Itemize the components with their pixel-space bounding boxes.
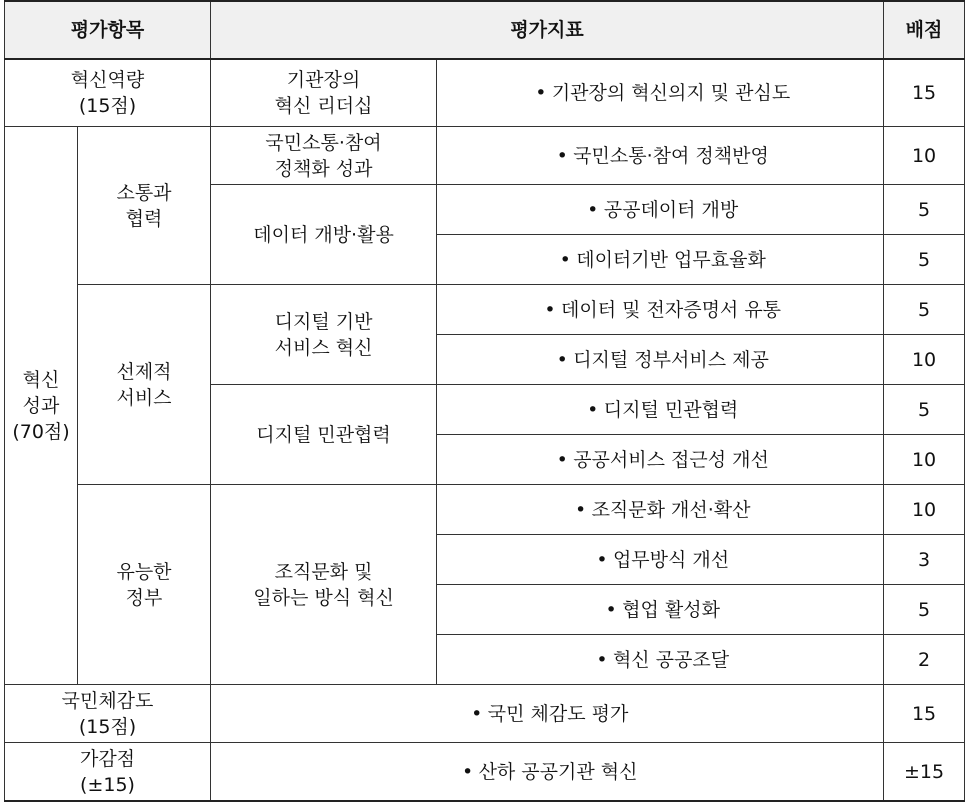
- score-cell: 2: [884, 635, 965, 685]
- evaluation-table: [4, 0, 965, 802]
- table-row: [5, 743, 965, 802]
- bullet-icon: •: [556, 448, 568, 471]
- sub-item-policy: 국민소통·참여 정책화 성과: [211, 127, 437, 185]
- indicator-cell: • 데이터 및 전자증명서 유통: [437, 285, 884, 335]
- indicator-cell: • 디지털 민관협력: [437, 385, 884, 435]
- score-cell: 10: [884, 127, 965, 185]
- score-cell: 5: [884, 585, 965, 635]
- header-indicator: 평가지표: [211, 1, 884, 59]
- score-cell: 5: [884, 385, 965, 435]
- sub-item-data-open: 데이터 개방·활용: [211, 185, 437, 285]
- sub-item-digital-base: 디지털 기반 서비스 혁신: [211, 285, 437, 385]
- header-score: 배점: [884, 1, 965, 59]
- indicator-cell: • 산하 공공기관 혁신: [211, 743, 884, 802]
- score-cell: 10: [884, 435, 965, 485]
- subcategory-leadership: 기관장의 혁신 리더십: [211, 59, 437, 127]
- table-row: [5, 685, 965, 743]
- score-cell: 10: [884, 335, 965, 385]
- score-cell: 15: [884, 59, 965, 127]
- bullet-icon: •: [471, 702, 483, 725]
- category-citizen: 국민체감도 (15점): [5, 685, 211, 743]
- bullet-icon: •: [544, 298, 556, 321]
- bullet-icon: •: [596, 648, 608, 671]
- sub-item-culture: 조직문화 및 일하는 방식 혁신: [211, 485, 437, 685]
- bullet-icon: •: [556, 144, 568, 167]
- indicator-cell: • 공공데이터 개방: [437, 185, 884, 235]
- table-row: [5, 59, 965, 127]
- table-row: [5, 127, 965, 185]
- bullet-icon: •: [556, 348, 568, 371]
- category-innovation-results: 혁신 성과 (70점): [5, 127, 78, 685]
- bullet-icon: •: [596, 548, 608, 571]
- bullet-icon: •: [587, 198, 599, 221]
- indicator-cell: • 국민소통·참여 정책반영: [437, 127, 884, 185]
- subcategory-capable-gov: 유능한 정부: [78, 485, 211, 685]
- sub-item-digital-civil: 디지털 민관협력: [211, 385, 437, 485]
- header-item: 평가항목: [5, 1, 211, 59]
- bullet-icon: •: [559, 248, 571, 271]
- indicator-cell: • 국민 체감도 평가: [211, 685, 884, 743]
- category-bonus: 가감점 (±15): [5, 743, 211, 802]
- bullet-icon: •: [535, 82, 547, 104]
- table-row: [5, 285, 965, 335]
- bullet-icon: •: [574, 498, 587, 521]
- score-cell: 15: [884, 685, 965, 743]
- bullet-icon: •: [605, 598, 617, 621]
- category-innovation-capacity: 혁신역량 (15점): [5, 59, 211, 127]
- bullet-icon: •: [461, 760, 474, 783]
- score-cell: 10: [884, 485, 965, 535]
- indicator-cell: • 협업 활성화: [437, 585, 884, 635]
- table-row: [5, 485, 965, 535]
- indicator-cell: • 혁신 공공조달: [437, 635, 884, 685]
- score-cell: ±15: [884, 743, 965, 802]
- score-cell: 5: [884, 185, 965, 235]
- subcategory-proactive: 선제적 서비스: [78, 285, 211, 485]
- indicator-cell: • 데이터기반 업무효율화: [437, 235, 884, 285]
- indicator-cell: • 조직문화 개선·확산: [437, 485, 884, 535]
- header-row: [5, 1, 965, 59]
- indicator-cell: • 기관장의 혁신의지 및 관심도: [437, 59, 884, 127]
- score-cell: 3: [884, 535, 965, 585]
- indicator-cell: • 디지털 정부서비스 제공: [437, 335, 884, 385]
- bullet-icon: •: [587, 398, 599, 421]
- subcategory-communication: 소통과 협력: [78, 127, 211, 285]
- indicator-cell: • 업무방식 개선: [437, 535, 884, 585]
- score-cell: 5: [884, 235, 965, 285]
- score-cell: 5: [884, 285, 965, 335]
- indicator-cell: • 공공서비스 접근성 개선: [437, 435, 884, 485]
